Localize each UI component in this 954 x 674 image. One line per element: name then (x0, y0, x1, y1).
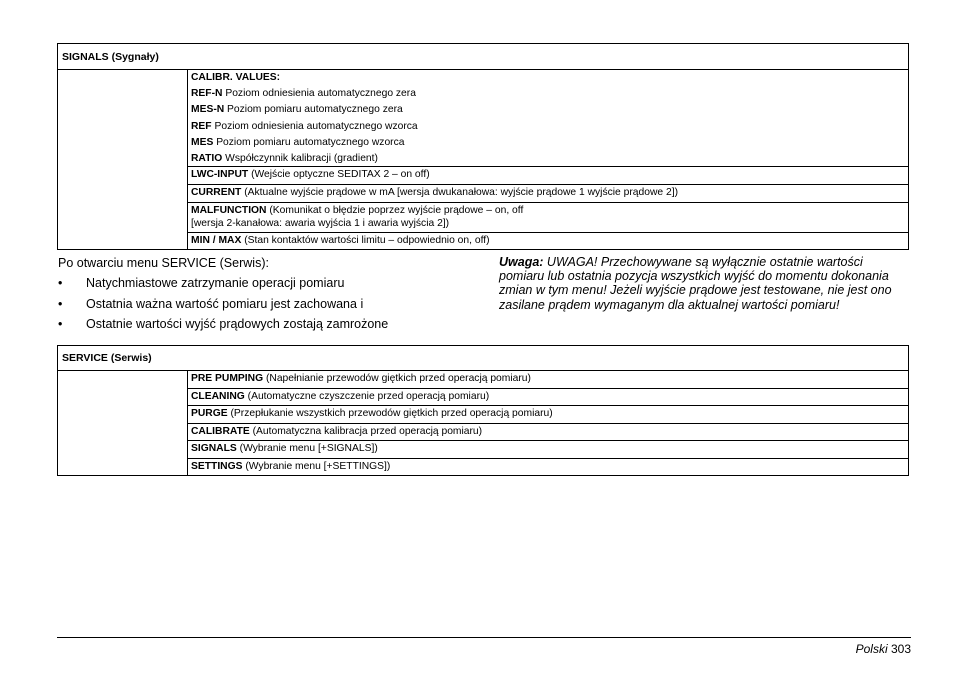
calib-item: REF-N Poziom odniesienia automatycznego zera (191, 88, 416, 100)
footer-divider (57, 637, 911, 638)
service-table (57, 345, 909, 476)
list-item: • Ostatnia ważna wartość pomiaru jest zachowana i (58, 296, 364, 311)
min-max-cell: MIN / MAX (Stan kontaktów wartości limitu – odpowiednio on, off) (191, 235, 490, 246)
signals-table-header: SIGNALS (Sygnały) (58, 44, 908, 70)
service-effects-list (58, 276, 388, 338)
calib-item: REF Poziom odniesienia automatycznego wzorca (191, 120, 418, 132)
table-row: PRE PUMPING (Napełnianie przewodów giętkich przed operacją pomiaru) (188, 371, 908, 389)
note-label: Uwaga: (499, 255, 544, 269)
service-table-header: SERVICE (Serwis) (58, 346, 908, 371)
table-row: PURGE (Przepłukanie wszystkich przewodów giętkich przed operacją pomiaru) (188, 406, 908, 424)
malfunction-cell: MALFUNCTION (Komunikat o błędzie poprzez wyjście prądowe – on, off [wersja 2-kanałowa: awaria wyjścia 1 i awaria wyjścia 2]) (188, 203, 908, 233)
list-item: • Ostatnie wartości wyjść prądowych zostają zamrożone (58, 317, 389, 331)
lwc-input-cell: LWC-INPUT (Wejście optyczne SEDITAX 2 – on off) (188, 167, 908, 185)
signals-table-left-column (58, 70, 188, 250)
table-row: SIGNALS (Wybranie menu [+SIGNALS]) (188, 441, 908, 459)
table-row: CLEANING (Automatyczne czyszczenie przed operacją pomiaru) (188, 389, 908, 407)
calibr-values-cell (188, 70, 908, 167)
calib-item: MES Poziom pomiaru automatycznego wzorca (191, 136, 405, 148)
table-row: CALIBRATE (Automatyczna kalibracja przed operacją pomiaru) (188, 424, 908, 442)
service-table-left-column (58, 371, 188, 476)
service-intro-text: Po otwarciu menu SERVICE (Serwis): (58, 256, 269, 270)
warning-note: Uwaga: UWAGA! Przechowywane są wyłącznie ostatnie wartości pomiaru lub ostatnia pozycja wszystkich wyjść do momentu dokonania zmian w tym menu! Jeżeli wyjście prądowe jest testowane, nie jest ono zasilane prądem wymaganym dla aktualnej wartości pomiaru! (499, 255, 892, 312)
calib-item: RATIO Współczynnik kalibracji (gradient) (191, 152, 378, 164)
footer-language: Polski (855, 642, 888, 656)
list-item: • Natychmiastowe zatrzymanie operacji pomiaru (58, 276, 345, 290)
current-cell: CURRENT (Aktualne wyjście prądowe w mA [wersja dwukanałowa: wyjście prądowe 1 wyjście prądowe 2]) (188, 185, 908, 203)
page-footer (856, 642, 911, 656)
page-number: 303 (890, 642, 911, 656)
calib-item: MES-N Poziom pomiaru automatycznego zera (191, 104, 403, 116)
signals-table (57, 43, 909, 250)
table-row: SETTINGS (Wybranie menu [+SETTINGS]) (191, 460, 391, 472)
calibr-values-title: CALIBR. VALUES: (191, 72, 281, 83)
